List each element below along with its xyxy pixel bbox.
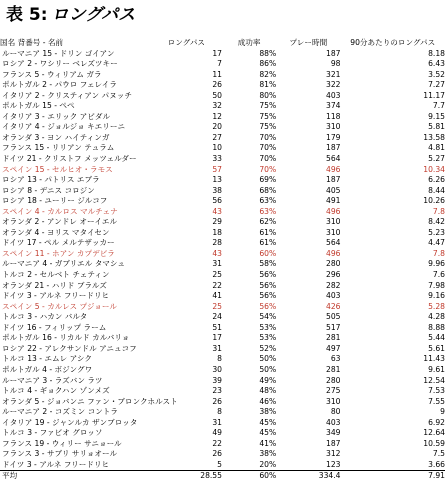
success-rate-cell: 45% xyxy=(259,417,277,427)
table-row xyxy=(0,302,445,313)
average-play-time: 334.4 xyxy=(276,471,340,482)
play-time-cell: 310 xyxy=(326,396,341,406)
play-time-cell: 321 xyxy=(326,69,341,79)
play-time-cell: 312 xyxy=(326,449,341,459)
player-cell: ポルトガル 4 - ボジングワ xyxy=(2,364,93,374)
long-pass-cell: 31 xyxy=(212,259,222,269)
play-time-cell: 564 xyxy=(326,154,341,164)
play-time-cell: 187 xyxy=(326,143,341,153)
table-row xyxy=(0,344,445,355)
success-rate-cell: 86% xyxy=(259,59,277,69)
table-row xyxy=(0,112,445,123)
table-row xyxy=(0,460,445,471)
average-per-90: 7.91 xyxy=(341,471,445,482)
per-90-cell: 11.43 xyxy=(423,354,445,364)
per-90-cell: 6.92 xyxy=(428,417,445,427)
long-pass-cell: 24 xyxy=(212,312,222,322)
per-90-cell: 13.58 xyxy=(423,132,445,142)
long-pass-cell: 22 xyxy=(212,280,222,290)
per-90-cell: 12.64 xyxy=(423,428,445,438)
long-pass-cell: 38 xyxy=(212,185,222,195)
long-pass-cell: 10 xyxy=(212,143,222,153)
play-time-cell: 496 xyxy=(326,206,341,216)
long-pass-cell: 18 xyxy=(212,227,222,237)
player-cell: オランダ 5 - ジョバンニ ファン・ブロンクホルスト xyxy=(2,396,178,406)
table-row xyxy=(0,333,445,344)
long-pass-cell: 33 xyxy=(212,154,222,164)
play-time-cell: 187 xyxy=(326,48,341,58)
per-90-cell: 7.27 xyxy=(428,80,445,90)
player-cell: フランス 5 - ウィリアム ガラ xyxy=(2,69,102,79)
success-rate-cell: 88% xyxy=(259,48,277,58)
long-pass-cell: 26 xyxy=(212,396,222,406)
player-cell: スペイン 5 - カルレス プジョール xyxy=(2,301,117,311)
table-row xyxy=(0,270,445,281)
per-90-cell: 3.66 xyxy=(428,459,445,469)
long-pass-cell: 51 xyxy=(212,322,222,332)
player-cell: トルコ 2 - セルベト チェティン xyxy=(2,270,110,280)
success-rate-cell: 56% xyxy=(259,270,277,280)
per-90-cell: 6.26 xyxy=(428,175,445,185)
long-pass-cell: 30 xyxy=(212,364,222,374)
average-success-rate: 60% xyxy=(222,471,276,482)
player-cell: ポルトガル 16 - リカルド カルバリョ xyxy=(2,333,130,343)
success-rate-cell: 63% xyxy=(259,206,277,216)
play-time-cell: 123 xyxy=(326,459,341,469)
play-time-cell: 564 xyxy=(326,238,341,248)
success-rate-cell: 46% xyxy=(259,396,277,406)
play-time-cell: 80 xyxy=(330,407,341,417)
table-row xyxy=(0,175,445,186)
success-rate-cell: 75% xyxy=(259,101,277,111)
play-time-cell: 281 xyxy=(326,364,341,374)
play-time-cell: 98 xyxy=(330,59,341,69)
table-row xyxy=(0,101,445,112)
play-time-cell: 403 xyxy=(326,291,341,301)
long-pass-cell: 31 xyxy=(212,343,222,353)
player-cell: フランス 3 - サブリ サリョオール xyxy=(2,449,118,459)
success-rate-cell: 69% xyxy=(259,175,277,185)
long-pass-cell: 57 xyxy=(212,164,222,174)
per-90-cell: 4.81 xyxy=(428,143,445,153)
success-rate-cell: 56% xyxy=(259,301,277,311)
play-time-cell: 405 xyxy=(326,185,341,195)
long-pass-cell: 39 xyxy=(212,375,222,385)
success-rate-cell: 70% xyxy=(259,132,277,142)
play-time-cell: 118 xyxy=(326,111,341,121)
player-cell: ルーマニア 4 - ガブリエル タマシュ xyxy=(2,259,125,269)
table-row xyxy=(0,196,445,207)
long-pass-cell: 11 xyxy=(212,69,222,79)
table-row xyxy=(0,249,445,260)
per-90-cell: 8.18 xyxy=(428,48,445,58)
table-row xyxy=(0,80,445,91)
success-rate-cell: 61% xyxy=(259,238,277,248)
long-pass-cell: 5 xyxy=(217,459,222,469)
success-rate-cell: 61% xyxy=(259,227,277,237)
play-time-cell: 349 xyxy=(326,428,341,438)
play-time-cell: 426 xyxy=(326,301,341,311)
average-long-pass: 28.55 xyxy=(151,471,222,482)
success-rate-cell: 80% xyxy=(259,90,277,100)
per-90-cell: 7.53 xyxy=(428,386,445,396)
player-cell: ポルトガル 15 - ぺぺ xyxy=(2,101,75,111)
average-label: 平均 xyxy=(0,471,151,482)
long-pass-cell: 25 xyxy=(212,301,222,311)
long-pass-cell: 26 xyxy=(212,80,222,90)
per-90-cell: 10.26 xyxy=(423,196,445,206)
play-time-cell: 187 xyxy=(326,175,341,185)
per-90-cell: 5.28 xyxy=(428,301,445,311)
long-pass-cell: 41 xyxy=(212,291,222,301)
play-time-cell: 275 xyxy=(326,386,341,396)
long-pass-cell: 43 xyxy=(212,206,222,216)
success-rate-cell: 49% xyxy=(259,375,277,385)
table-row xyxy=(0,238,445,249)
player-cell: フランス 19 - ウィリー サニョール xyxy=(2,438,122,448)
player-cell: ロシア 18 - ユーリー ジルコフ xyxy=(2,196,108,206)
play-time-cell: 403 xyxy=(326,90,341,100)
per-90-cell: 10.59 xyxy=(423,438,445,448)
table-row xyxy=(0,259,445,270)
table-row xyxy=(0,281,445,292)
table-row xyxy=(0,397,445,408)
table-title xyxy=(6,2,135,28)
header-long-pass: ロングパス xyxy=(167,38,206,47)
table-row xyxy=(0,122,445,133)
play-time-cell: 282 xyxy=(326,280,341,290)
per-90-cell: 3.52 xyxy=(428,69,445,79)
player-cell: オランダ 4 - ヨリス マタイセン xyxy=(2,227,110,237)
play-time-cell: 496 xyxy=(326,248,341,258)
per-90-cell: 6.43 xyxy=(428,59,445,69)
long-pass-cell: 13 xyxy=(212,175,222,185)
long-pass-cell: 17 xyxy=(212,333,222,343)
success-rate-cell: 41% xyxy=(259,438,277,448)
player-cell: スペイン 11 - ホアン カプデビラ xyxy=(2,248,115,258)
success-rate-cell: 62% xyxy=(259,217,277,227)
player-cell: ルーマニア 15 - ドリン ゴイアン xyxy=(2,48,115,58)
player-cell: ドイツ 3 - アルネ フリードリヒ xyxy=(2,291,110,301)
header-play-time: プレー時間 xyxy=(289,38,328,47)
player-cell: ドイツ 3 - アルネ フリードリヒ xyxy=(2,459,110,469)
play-time-cell: 505 xyxy=(326,312,341,322)
success-rate-cell: 48% xyxy=(259,386,277,396)
success-rate-cell: 56% xyxy=(259,291,277,301)
player-cell: イタリア 3 - エリック アビダル xyxy=(2,111,111,121)
table-row xyxy=(0,143,445,154)
per-90-cell: 10.34 xyxy=(423,164,445,174)
player-cell: スペイン 4 - カルロス マルチェナ xyxy=(2,206,118,216)
long-pass-cell: 43 xyxy=(212,248,222,258)
table-row xyxy=(0,312,445,323)
table-body xyxy=(0,49,445,471)
header-player: 国名 背番号 - 名前 xyxy=(0,38,64,47)
long-pass-cell: 56 xyxy=(212,196,222,206)
play-time-cell: 374 xyxy=(326,101,341,111)
long-pass-cell: 32 xyxy=(212,101,222,111)
success-rate-cell: 60% xyxy=(259,248,277,258)
per-90-cell: 9.96 xyxy=(428,259,445,269)
table-row xyxy=(0,207,445,218)
table-row xyxy=(0,386,445,397)
player-cell: トルコ 3 - ファビオ グロッソ xyxy=(2,428,103,438)
per-90-cell: 11.17 xyxy=(423,90,445,100)
long-pass-table xyxy=(0,38,445,482)
success-rate-cell: 38% xyxy=(259,407,277,417)
header-success-rate: 成功率 xyxy=(237,38,261,47)
table-row xyxy=(0,428,445,439)
long-pass-cell: 49 xyxy=(212,428,222,438)
per-90-cell: 12.54 xyxy=(423,375,445,385)
success-rate-cell: 20% xyxy=(259,459,277,469)
player-cell: ドイツ 21 - クリストフ メッツェルダー xyxy=(2,154,137,164)
per-90-cell: 5.61 xyxy=(428,343,445,353)
success-rate-cell: 53% xyxy=(259,322,277,332)
long-pass-cell: 8 xyxy=(217,407,222,417)
play-time-cell: 187 xyxy=(326,438,341,448)
play-time-cell: 491 xyxy=(326,196,341,206)
player-cell: ドイツ 17 - ペル メルテザッカー xyxy=(2,238,115,248)
table-row xyxy=(0,376,445,387)
table-row xyxy=(0,365,445,376)
player-cell: ドイツ 16 - フィリップ ラーム xyxy=(2,322,107,332)
success-rate-cell: 50% xyxy=(259,354,277,364)
per-90-cell: 9.61 xyxy=(428,364,445,374)
per-90-cell: 7.8 xyxy=(432,248,445,258)
player-cell: イタリア 4 - ジョルジョ キエリーニ xyxy=(2,122,126,132)
long-pass-cell: 17 xyxy=(212,48,222,58)
per-90-cell: 7.8 xyxy=(432,206,445,216)
long-pass-cell: 8 xyxy=(217,354,222,364)
player-cell: スペイン 15 - セルヒオ・ラモス xyxy=(2,164,113,174)
success-rate-cell: 58% xyxy=(259,259,277,269)
per-90-cell: 9 xyxy=(440,407,445,417)
play-time-cell: 496 xyxy=(326,164,341,174)
success-rate-cell: 82% xyxy=(259,69,277,79)
play-time-cell: 310 xyxy=(326,122,341,132)
per-90-cell: 7.5 xyxy=(432,449,445,459)
success-rate-cell: 53% xyxy=(259,333,277,343)
player-cell: ロシア 22 - アレクサンドル アニュコフ xyxy=(2,343,137,353)
long-pass-cell: 22 xyxy=(212,438,222,448)
play-time-cell: 322 xyxy=(326,80,341,90)
player-cell: トルコ 13 - エムレ アシク xyxy=(2,354,92,364)
long-pass-cell: 12 xyxy=(212,111,222,121)
header-per-90: 90分あたりのロングパス xyxy=(350,38,436,47)
per-90-cell: 9.15 xyxy=(428,111,445,121)
table-row xyxy=(0,407,445,418)
success-rate-cell: 75% xyxy=(259,122,277,132)
play-time-cell: 281 xyxy=(326,333,341,343)
player-cell: ロシア 2 - ワシリー ベレズツキー xyxy=(2,59,118,69)
player-cell: ロシア 8 - デニス コロジン xyxy=(2,185,95,195)
success-rate-cell: 45% xyxy=(259,428,277,438)
average-row xyxy=(0,471,445,482)
success-rate-cell: 56% xyxy=(259,280,277,290)
per-90-cell: 4.28 xyxy=(428,312,445,322)
table-row xyxy=(0,186,445,197)
player-cell: イタリア 2 - クリスティアン パヌッチ xyxy=(2,90,132,100)
play-time-cell: 63 xyxy=(330,354,341,364)
per-90-cell: 5.81 xyxy=(428,122,445,132)
per-90-cell: 7.98 xyxy=(428,280,445,290)
player-cell: イタリア 19 - ジャンルカ ザンブロッタ xyxy=(2,417,138,427)
table-row xyxy=(0,439,445,450)
per-90-cell: 5.23 xyxy=(428,227,445,237)
play-time-cell: 296 xyxy=(326,270,341,280)
play-time-cell: 179 xyxy=(326,132,341,142)
per-90-cell: 8.42 xyxy=(428,217,445,227)
play-time-cell: 403 xyxy=(326,417,341,427)
per-90-cell: 4.47 xyxy=(428,238,445,248)
play-time-cell: 517 xyxy=(326,322,341,332)
player-cell: ルーマニア 2 - コズミン コントラ xyxy=(2,407,118,417)
table-row xyxy=(0,49,445,60)
table-row xyxy=(0,70,445,81)
table-row xyxy=(0,59,445,70)
long-pass-cell: 27 xyxy=(212,132,222,142)
play-time-cell: 280 xyxy=(326,259,341,269)
player-cell: ポルトガル 2 - パウロ フェレイラ xyxy=(2,80,117,90)
long-pass-cell: 28 xyxy=(212,238,222,248)
table-row xyxy=(0,228,445,239)
per-90-cell: 7.6 xyxy=(432,270,445,280)
long-pass-cell: 7 xyxy=(217,59,222,69)
play-time-cell: 280 xyxy=(326,375,341,385)
table-row xyxy=(0,291,445,302)
player-cell: オランダ 2 - アンドレ オーイエル xyxy=(2,217,118,227)
per-90-cell: 5.27 xyxy=(428,154,445,164)
long-pass-cell: 23 xyxy=(212,386,222,396)
header-row xyxy=(0,38,445,49)
player-cell: トルコ 4 - ギョクハン ゾンメズ xyxy=(2,386,110,396)
success-rate-cell: 50% xyxy=(259,364,277,374)
player-cell: ルーマニア 3 - ラズバン ラツ xyxy=(2,375,103,385)
table-row xyxy=(0,418,445,429)
per-90-cell: 7.55 xyxy=(428,396,445,406)
success-rate-cell: 68% xyxy=(259,185,277,195)
table-name: ロングパス xyxy=(51,5,136,25)
success-rate-cell: 70% xyxy=(259,143,277,153)
per-90-cell: 9.16 xyxy=(428,291,445,301)
success-rate-cell: 54% xyxy=(259,312,277,322)
success-rate-cell: 75% xyxy=(259,111,277,121)
table-row xyxy=(0,165,445,176)
table-row xyxy=(0,133,445,144)
table-row xyxy=(0,354,445,365)
success-rate-cell: 63% xyxy=(259,196,277,206)
table-row xyxy=(0,91,445,102)
success-rate-cell: 52% xyxy=(259,343,277,353)
player-cell: トルコ 3 - ハカン バルタ xyxy=(2,312,88,322)
per-90-cell: 8.88 xyxy=(428,322,445,332)
play-time-cell: 497 xyxy=(326,343,341,353)
per-90-cell: 8.44 xyxy=(428,185,445,195)
per-90-cell: 7.7 xyxy=(432,101,445,111)
player-cell: オランダ 3 - ヨン ハイティンガ xyxy=(2,132,110,142)
success-rate-cell: 81% xyxy=(259,80,277,90)
long-pass-cell: 50 xyxy=(212,90,222,100)
success-rate-cell: 70% xyxy=(259,164,277,174)
player-cell: オランダ 21 - ハリド ブラルズ xyxy=(2,280,107,290)
table-row xyxy=(0,154,445,165)
per-90-cell: 5.44 xyxy=(428,333,445,343)
success-rate-cell: 70% xyxy=(259,154,277,164)
long-pass-cell: 20 xyxy=(212,122,222,132)
long-pass-cell: 26 xyxy=(212,449,222,459)
player-cell: フランス 15 - リリアン テュラム xyxy=(2,143,115,153)
success-rate-cell: 38% xyxy=(259,449,277,459)
play-time-cell: 310 xyxy=(326,217,341,227)
table-row xyxy=(0,449,445,460)
table-row xyxy=(0,217,445,228)
long-pass-cell: 31 xyxy=(212,417,222,427)
table-row xyxy=(0,323,445,334)
long-pass-cell: 25 xyxy=(212,270,222,280)
player-cell: ロシア 13 - パトリス エブラ xyxy=(2,175,100,185)
play-time-cell: 310 xyxy=(326,227,341,237)
table-number: 表 5: xyxy=(6,5,48,25)
long-pass-cell: 29 xyxy=(212,217,222,227)
